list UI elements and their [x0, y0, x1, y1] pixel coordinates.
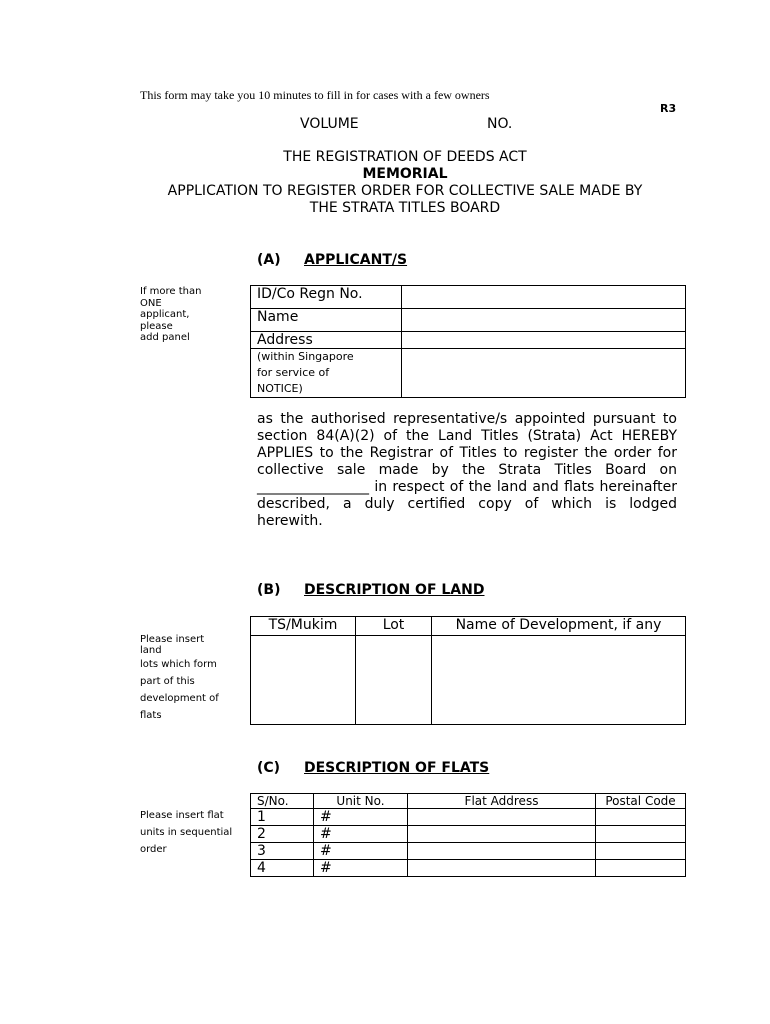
- notice-address-field[interactable]: [402, 349, 686, 398]
- section-c-number: (C): [257, 760, 281, 776]
- postal-code-field[interactable]: [596, 826, 686, 843]
- unit-no-field[interactable]: #: [314, 809, 408, 826]
- table-row: [251, 860, 686, 877]
- sno-cell: 3: [251, 843, 314, 860]
- id-label: ID/Co Regn No.: [251, 286, 402, 309]
- applicant-table: [250, 285, 686, 398]
- applies-paragraph: as the authorised representative/s appointed pursuant to section 84(A)(2) of the Land Titles (Strata) Act HEREBY APPLIES to the Registrar of Titles to register the order for collective sale made by the Strata Titles Board on ________________ in respect of the land and flats hereinafter described, a duly certified copy of which is lodged herewith.: [257, 411, 677, 529]
- col-unit-no: Unit No.: [314, 794, 408, 809]
- flats-table: [250, 793, 686, 877]
- land-table: [250, 616, 686, 725]
- unit-no-field[interactable]: #: [314, 860, 408, 877]
- table-row: [251, 809, 686, 826]
- lot-field[interactable]: [356, 636, 432, 725]
- address-note: (within Singapore for service of NOTICE): [251, 349, 402, 398]
- section-b-side-note: Please insert land lots which form part of this development of flats: [140, 634, 219, 721]
- section-b-title: DESCRIPTION OF LAND: [304, 582, 485, 598]
- sno-cell: 4: [251, 860, 314, 877]
- flat-address-field[interactable]: [408, 843, 596, 860]
- id-field[interactable]: [402, 286, 686, 309]
- application-title-line2: THE STRATA TITLES BOARD: [309, 200, 501, 216]
- section-a-title: APPLICANT/S: [304, 252, 408, 268]
- col-lot: Lot: [356, 617, 432, 636]
- unit-no-field[interactable]: #: [314, 843, 408, 860]
- name-label: Name: [251, 309, 402, 332]
- col-development-name: Name of Development, if any: [432, 617, 686, 636]
- table-row: [251, 826, 686, 843]
- flat-address-field[interactable]: [408, 826, 596, 843]
- postal-code-field[interactable]: [596, 809, 686, 826]
- section-b-number: (B): [257, 582, 281, 598]
- sno-cell: 1: [251, 809, 314, 826]
- ts-mukim-field[interactable]: [251, 636, 356, 725]
- form-code: R3: [660, 102, 677, 115]
- section-a-side-note: If more than ONE applicant, please add panel: [140, 286, 202, 343]
- col-ts-mukim: TS/Mukim: [251, 617, 356, 636]
- development-name-field[interactable]: [432, 636, 686, 725]
- postal-code-field[interactable]: [596, 843, 686, 860]
- unit-no-field[interactable]: #: [314, 826, 408, 843]
- table-row: [251, 843, 686, 860]
- flat-address-field[interactable]: [408, 809, 596, 826]
- form-note: This form may take you 10 minutes to fill in for cases with a few owners: [140, 88, 490, 102]
- postal-code-field[interactable]: [596, 860, 686, 877]
- name-field[interactable]: [402, 309, 686, 332]
- sno-cell: 2: [251, 826, 314, 843]
- act-title: THE REGISTRATION OF DEEDS ACT: [283, 149, 527, 165]
- flat-address-field[interactable]: [408, 860, 596, 877]
- number-label: NO.: [487, 116, 513, 132]
- col-sno: S/No.: [251, 794, 314, 809]
- volume-label: VOLUME: [300, 116, 359, 132]
- col-postal-code: Postal Code: [596, 794, 686, 809]
- document-type: MEMORIAL: [362, 166, 448, 182]
- section-a-number: (A): [257, 252, 281, 268]
- address-label: Address: [251, 332, 402, 349]
- address-field[interactable]: [402, 332, 686, 349]
- application-title-line1: APPLICATION TO REGISTER ORDER FOR COLLECTIVE SALE MADE BY: [167, 183, 643, 199]
- section-c-side-note: Please insert flat units in sequential order: [140, 810, 233, 855]
- col-flat-address: Flat Address: [408, 794, 596, 809]
- section-c-title: DESCRIPTION OF FLATS: [304, 760, 490, 776]
